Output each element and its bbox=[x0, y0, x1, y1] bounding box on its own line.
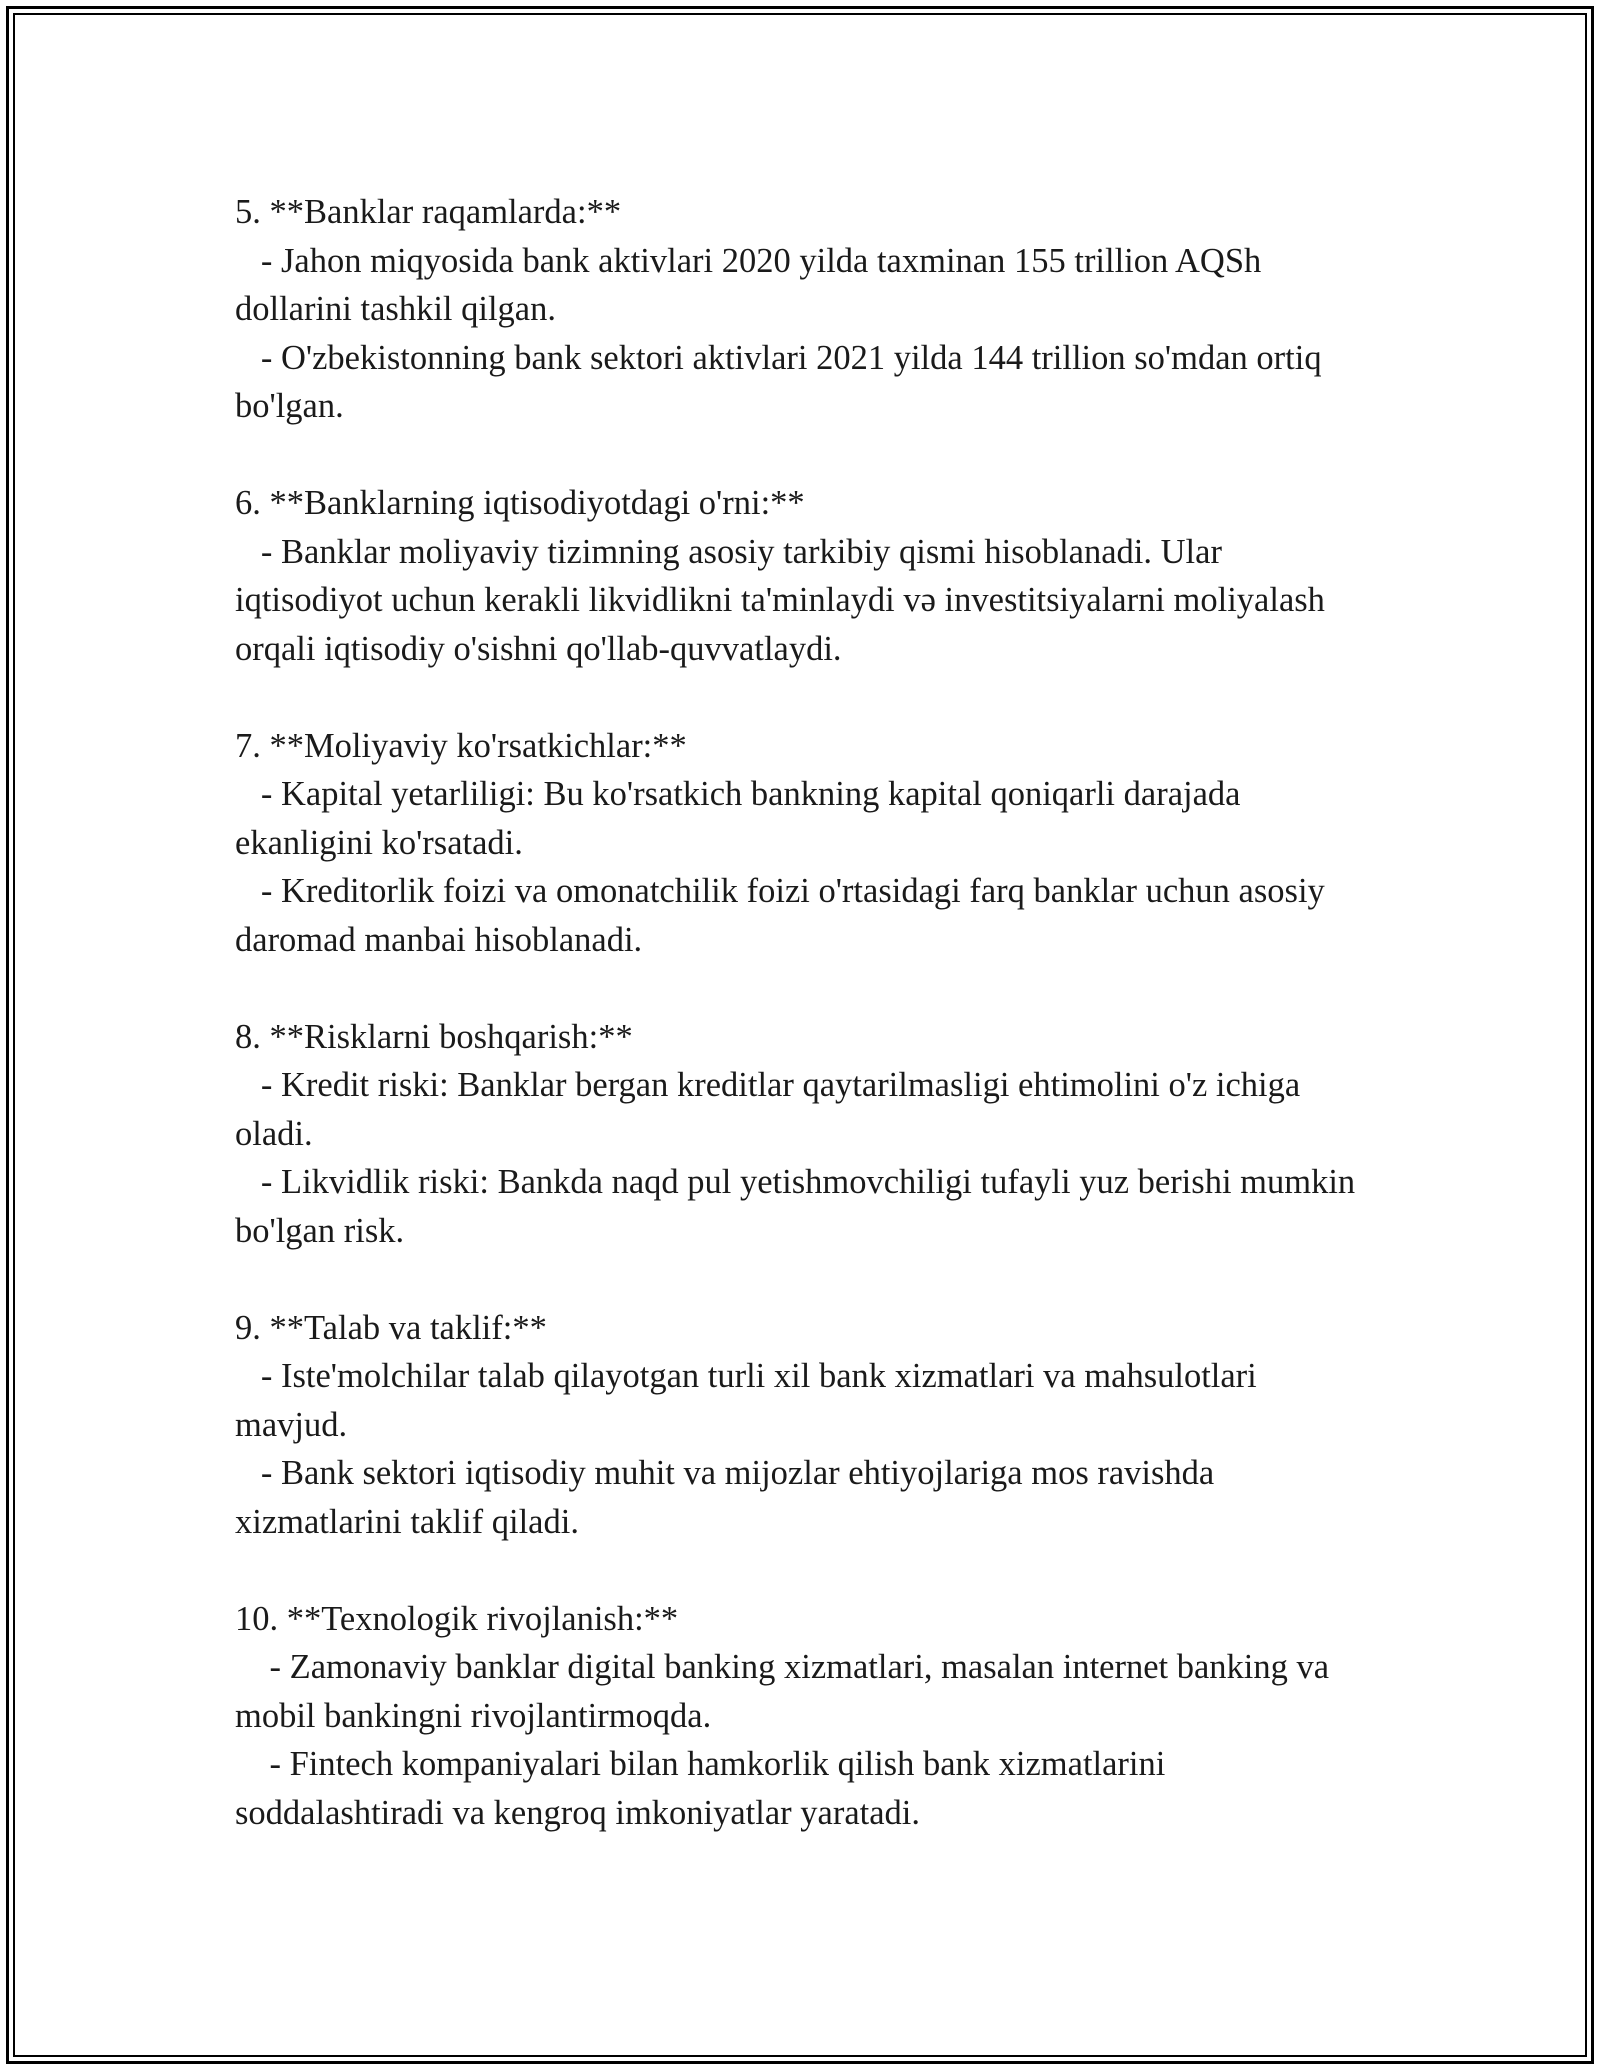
section-bullet: - Kapital yetarliligi: Bu ko'rsatkich bankning kapital qoniqarli darajada ekanligini ko'rsatadi. bbox=[235, 775, 1250, 862]
section-7 bbox=[235, 722, 1365, 965]
section-heading: 5. **Banklar raqamlarda:** bbox=[235, 193, 622, 231]
section-9 bbox=[235, 1304, 1365, 1547]
section-bullet: - Zamonaviy banklar digital banking xizmatlari, masalan internet banking va mobil bankingni rivojlantirmoqda. bbox=[235, 1648, 1338, 1735]
section-heading: 10. **Texnologik rivojlanish:** bbox=[235, 1599, 679, 1638]
section-heading: 9. **Talab va taklif:** bbox=[235, 1308, 547, 1347]
section-bullet: - Likvidlik riski: Bankda naqd pul yetishmovchiligi tufayli yuz berishi mumkin bo'lgan risk. bbox=[235, 1163, 1364, 1250]
section-6 bbox=[235, 479, 1365, 673]
section-heading: 6. **Banklarning iqtisodiyotdagi o'rni:** bbox=[235, 484, 805, 522]
section-bullet: - Kredit riski: Banklar bergan kreditlar qaytarilmasligi ehtimolini o'z ichiga oladi. bbox=[235, 1066, 1309, 1153]
section-bullet: - O'zbekistonning bank sektori aktivlari 2021 yilda 144 trillion so'mdan ortiq bo'lgan. bbox=[235, 338, 1331, 425]
document-body bbox=[235, 188, 1365, 1837]
section-bullet: - Banklar moliyaviy tizimning asosiy tarkibiy qismi hisoblanadi. Ular iqtisodiyot uchun kerakli likvidlikni ta'minlaydi və investitsiyalarni moliyalash orqali iqtisodiy o'sishni qo'llab-quvvatlaydi. bbox=[235, 532, 1334, 668]
section-10 bbox=[235, 1595, 1365, 1838]
section-bullet: - Bank sektori iqtisodiy muhit va mijozlar ehtiyojlariga mos ravishda xizmatlarini taklif qiladi. bbox=[235, 1454, 1223, 1541]
section-8 bbox=[235, 1013, 1365, 1256]
section-bullet: - Iste'molchilar talab qilayotgan turli xil bank xizmatlari va mahsulotlari mavjud. bbox=[235, 1357, 1266, 1444]
section-5 bbox=[235, 188, 1365, 431]
section-heading: 8. **Risklarni boshqarish:** bbox=[235, 1017, 633, 1056]
section-bullet: - Fintech kompaniyalari bilan hamkorlik qilish bank xizmatlarini soddalashtiradi va kengroq imkoniyatlar yaratadi. bbox=[235, 1745, 1174, 1832]
section-bullet: - Kreditorlik foizi va omonatchilik foizi o'rtasidagi farq banklar uchun asosiy daromad manbai hisoblanadi. bbox=[235, 872, 1334, 959]
section-heading: 7. **Moliyaviy ko'rsatkichlar:** bbox=[235, 726, 687, 765]
section-bullet: - Jahon miqyosida bank aktivlari 2020 yilda taxminan 155 trillion AQSh dollarini tashkil qilgan. bbox=[235, 241, 1270, 328]
